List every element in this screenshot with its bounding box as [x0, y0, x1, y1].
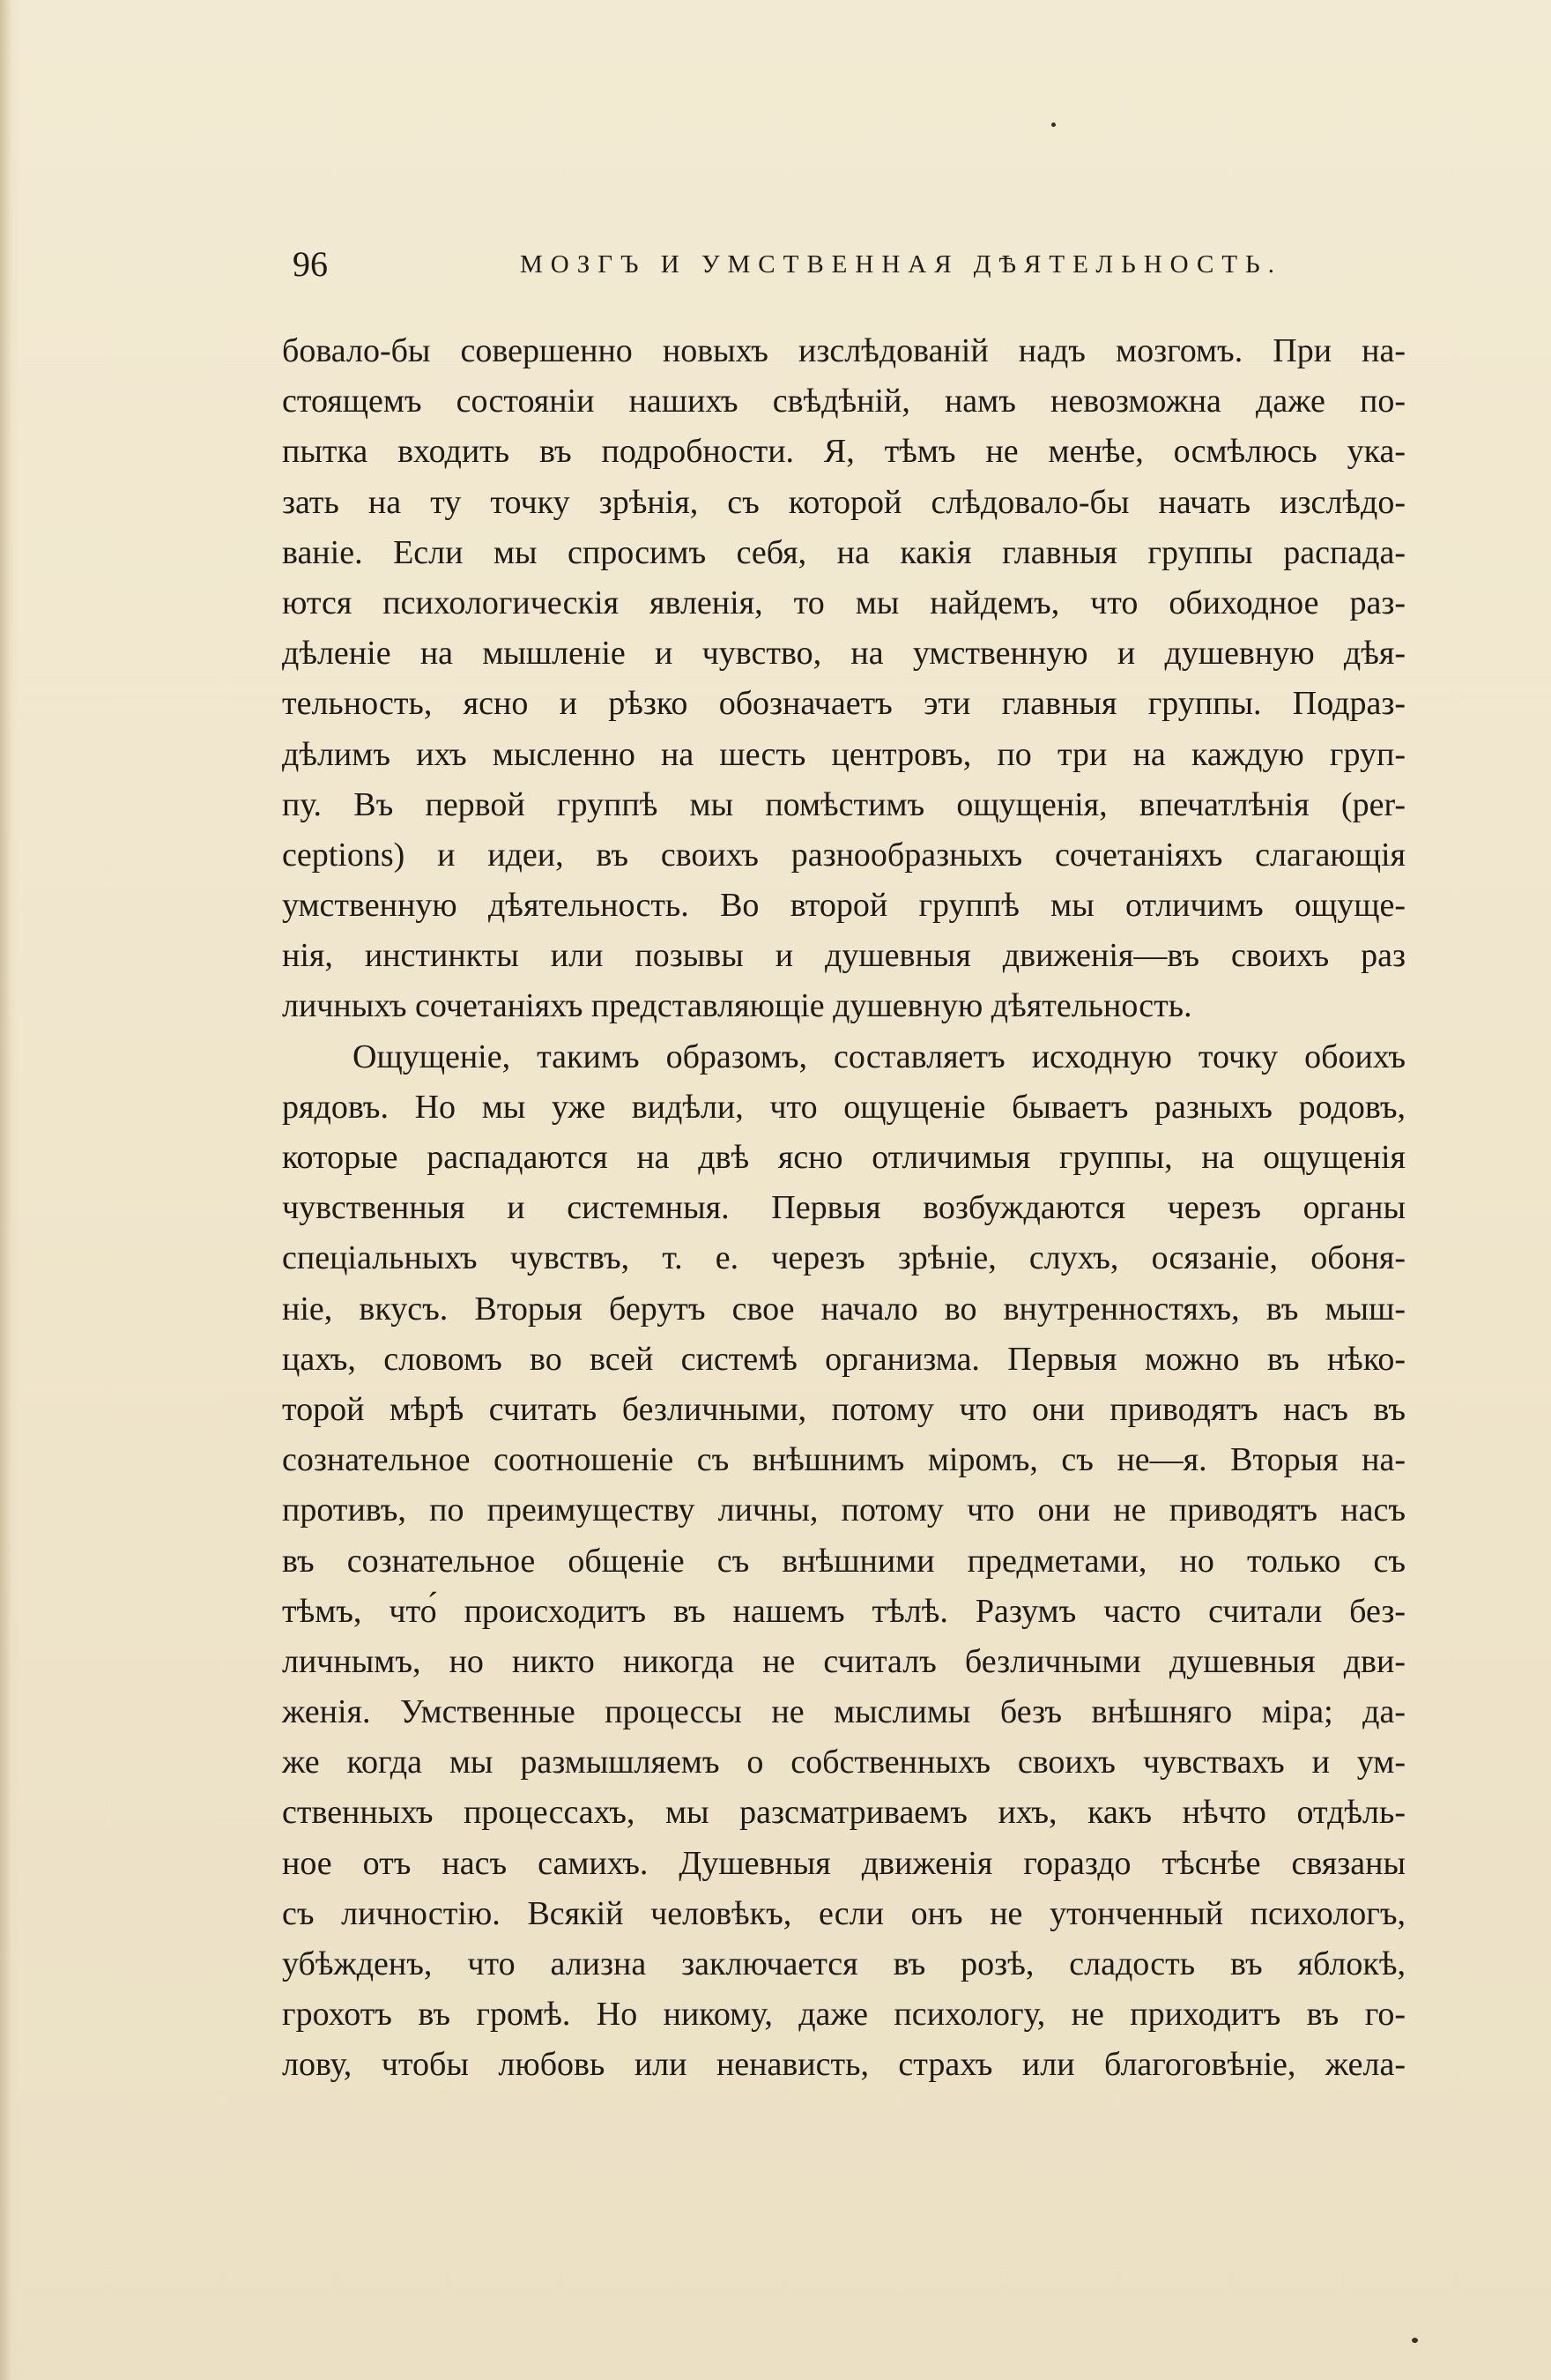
text-line: пытка входить въ подробности. Я, тѣмъ не менѣе, осмѣлюсь ука-: [282, 433, 1406, 471]
ink-speck: [1412, 2338, 1418, 2343]
text-line: умственную дѣятельность. Во второй группѣ мы отличимъ ощуще-: [282, 887, 1406, 925]
text-line: ваніе. Если мы спросимъ себя, на какія главныя группы распада-: [282, 533, 1406, 571]
text-line: пу. Въ первой группѣ мы помѣстимъ ощущенія, впечатлѣнія (per-: [282, 785, 1406, 823]
text-line: Ощущеніе, такимъ образомъ, составляетъ исходную точку обоихъ: [352, 1038, 1406, 1075]
spine-shadow: [0, 0, 19, 2380]
text-line: бовало-бы совершенно новыхъ изслѣдованій надъ мозгомъ. При на-: [282, 332, 1406, 369]
text-line: цахъ, словомъ во всей системѣ организма. Первыя можно въ нѣко-: [282, 1340, 1406, 1378]
text-line: дѣлимъ ихъ мысленно на шесть центровъ, по три на каждую груп-: [282, 735, 1406, 773]
text-line: же когда мы размышляемъ о собственныхъ своихъ чувствахъ и ум-: [282, 1744, 1406, 1781]
text-line: тельность, ясно и рѣзко обозначаетъ эти главныя группы. Подраз-: [282, 685, 1406, 723]
running-head: [282, 238, 1282, 291]
running-title: МОЗГЪ И УМСТВЕННАЯ ДѢЯТЕЛЬНОСТЬ.: [520, 250, 1282, 279]
text-line: противъ, по преимуществу личны, потому что они не приводятъ насъ: [282, 1491, 1406, 1529]
text-line: сознательное соотношеніе съ внѣшнимъ міромъ, съ не—я. Вторыя на-: [282, 1441, 1406, 1479]
paragraph: [282, 1032, 1406, 2091]
ink-speck: [1051, 123, 1056, 127]
text-line: съ личностію. Всякій человѣкъ, если онъ не утонченный психологъ,: [282, 1894, 1406, 1932]
paragraph: [282, 326, 1406, 1032]
text-line: рядовъ. Но мы уже видѣли, что ощущеніе бываетъ разныхъ родовъ,: [282, 1088, 1406, 1126]
body-text: [282, 326, 1406, 2091]
text-line: ются психологическія явленія, то мы найдемъ, что обиходное раз-: [282, 584, 1406, 621]
text-line: ственныхъ процессахъ, мы разсматриваемъ ихъ, какъ нѣчто отдѣль-: [282, 1794, 1406, 1832]
text-line: ніе, вкусъ. Вторыя берутъ свое начало во внутренностяхъ, въ мыш-: [282, 1290, 1406, 1328]
text-line: грохотъ въ громѣ. Но никому, даже психологу, не приходитъ въ го-: [282, 1996, 1406, 2034]
text-line: которые распадаются на двѣ ясно отличимыя группы, на ощущенія: [282, 1139, 1406, 1176]
text-line: ное отъ насъ самихъ. Душевныя движенія гораздо тѣснѣе связаны: [282, 1844, 1406, 1882]
text-line: женія. Умственные процессы не мыслимы безъ внѣшняго міра; да-: [282, 1693, 1406, 1731]
text-line: тѣмъ, что́ происходитъ въ нашемъ тѣлѣ. Разумъ часто считали без-: [282, 1592, 1406, 1630]
text-line: стоящемъ состояніи нашихъ свѣдѣній, намъ невозможна даже по-: [282, 383, 1406, 420]
text-line: личныхъ сочетаніяхъ представляющіе душевную дѣятельность.: [282, 987, 1192, 1025]
text-line: нія, инстинкты или позывы и душевныя движенія—въ своихъ раз: [282, 937, 1406, 975]
text-line: ceptions) и идеи, въ своихъ разнообразныхъ сочетаніяхъ слагающія: [282, 836, 1406, 874]
text-line: лову, чтобы любовь или ненависть, страхъ или благоговѣніе, жела-: [282, 2046, 1406, 2084]
text-line: личнымъ, но никто никогда не считалъ безличными душевныя дви-: [282, 1642, 1406, 1680]
text-line: чувственныя и системныя. Первыя возбуждаются черезъ органы: [282, 1189, 1406, 1227]
text-line: спеціальныхъ чувствъ, т. е. черезъ зрѣніе, слухъ, осязаніе, обоня-: [282, 1239, 1406, 1277]
text-line: въ сознательное общеніе съ внѣшними предметами, но только съ: [282, 1542, 1406, 1580]
text-line: торой мѣрѣ считать безличными, потому что они приводятъ насъ въ: [282, 1390, 1406, 1428]
page-number: 96: [293, 244, 328, 284]
text-line: зать на ту точку зрѣнія, съ которой слѣдовало-бы начать изслѣдо-: [282, 483, 1406, 521]
text-line: убѣжденъ, что ализна заключается въ розѣ, сладость въ яблокѣ,: [282, 1945, 1406, 1982]
text-line: дѣленіе на мышленіе и чувство, на умственную и душевную дѣя-: [282, 635, 1406, 673]
